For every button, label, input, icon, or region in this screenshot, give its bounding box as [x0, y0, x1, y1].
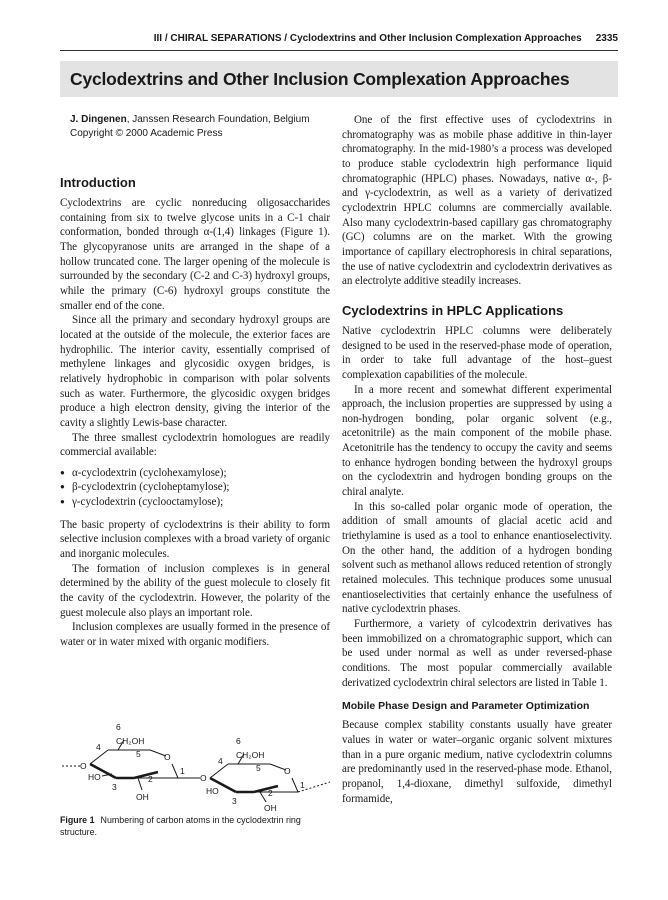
ch2oh-label: CH₂OH — [116, 736, 145, 746]
carbon-label: 4 — [218, 756, 223, 766]
carbon-label: 5 — [256, 763, 261, 773]
oh-label: OH — [264, 803, 277, 812]
article-title: Cyclodextrins and Other Inclusion Complexation Approaches — [70, 68, 570, 89]
cyclodextrin-list — [60, 466, 330, 510]
figure-caption-text: Numbering of carbon atoms in the cyclodextrin ring structure. — [60, 815, 301, 837]
ring-bond — [292, 778, 298, 792]
paragraph: In a more recent and somewhat different experimental approach, the inclusion properties are suppressed by using a non-hydrogen bonding, polar organic solvent (e.g., acetonitrile) as the main component of the mobile phase. Acetonitrile has the tendency to occupy the cavity and seems to enhance hydrogen bonding between the hydroxyl groups on the cyclodextrin and hydrogen bonding groups on the chiral analyte. — [342, 383, 612, 499]
paragraph: Cyclodextrins are cyclic nonreducing oligosaccharides containing from six to twelve glycose units in a C-1 chair conformation, bonded through α-(1,4) linkages (Figure 1). The glycopyranose units are arranged in the shape of a hollow truncated cone. The larger opening of the molecule is surrounded by the secondary (C-2 and C-3) hydroxyl groups, while the primary (C-6) hydroxyl groups constitute the smaller end of the cone. — [60, 197, 330, 312]
ring-bond — [210, 764, 228, 778]
author-name: J. Dingenen — [70, 114, 127, 125]
paragraph: Furthermore, a variety of cylcodextrin derivatives has been immobilized on a chromatographic support, which can be used under normal as well as under reversed-phase conditions. The most popular commercially available derivatized cyclodextrin chiral selectors are listed in Table 1. — [342, 618, 612, 689]
glycosidic-oxygen: O — [80, 761, 87, 771]
list-item: ● α-cyclodextrin (cyclohexamylose); — [60, 466, 330, 481]
figure-1-structure — [60, 720, 332, 812]
figure-label: Figure 1 — [60, 815, 95, 825]
paragraph: The formation of inclusion complexes is in general determined by the ability of the guest molecule to closely fit the cavity of the cyclodextrin. However, the polarity of the guest molecule also plays an important role. — [60, 562, 330, 619]
ring-bond — [172, 764, 178, 778]
paragraph: In this so-called polar organic mode of operation, the addition of small amounts of glacial acetic acid and triethylamine is used as a tool to enhance enantioselectivity. On the other hand, the addition of a hydrogen bonding solvent such as methanol allows reduced retention of strongly retained molecules. This technique produces some unusual enantioselectivities that certainly enhance the usefulness of native cyclodextrin phases. — [342, 500, 612, 616]
carbon-label: 1 — [300, 780, 305, 790]
ring-oxygen: O — [284, 766, 291, 776]
paragraph: Inclusion complexes are usually formed in the presence of water or in water mixed with organic modifiers. — [60, 621, 330, 649]
oh-bond — [138, 778, 142, 790]
paragraph: The basic property of cyclodextrins is their ability to form selective inclusion complexes with a broad variety of organic and inorganic molecules. — [60, 518, 330, 561]
carbon-label: 3 — [232, 796, 237, 806]
ring-bond-bold — [134, 772, 158, 778]
glycosidic-oxygen: O — [200, 773, 207, 783]
oh-label: OH — [136, 792, 149, 802]
author-affiliation: , Janssen Research Foundation, Belgium — [126, 114, 310, 125]
ch2oh-label: CH₂OH — [236, 750, 265, 760]
list-item: ● γ-cyclodextrin (cyclooctamylose); — [60, 495, 330, 510]
carbon-label: 5 — [136, 749, 141, 759]
paragraph: One of the first effective uses of cyclodextrins in chromatography was as mobile phase additive in thin-layer chromatography. In the mid-1980’s a process was developed to produce stable cyclodextrin high performance liquid chromatographic (HPLC) phases. Nowadays, native α-, β- and γ-cyclodextrin, as well as a variety of derivatized cyclodextrin HPLC columns are commercially available. Also many cyclodextrin-based capillary gas chromatography (GC) columns are on the market. With the growing importance of capillary electrophoresis in chiral separations, the use of native cyclodextrin and cyclodextrin derivatives as an electrolyte additive steadily increases. — [342, 114, 612, 288]
figure-caption — [60, 815, 332, 838]
running-head — [60, 33, 618, 44]
heading-hplc-applications: Cyclodextrins in HPLC Applications — [342, 302, 564, 318]
ring-bond — [90, 750, 108, 764]
paragraph: Since all the primary and secondary hydroxyl groups are located at the outside of the molecule, the exterior faces are hydrophilic. The interior cavity, essentially comprised of methylene linkages and glycosidic oxygen bridges, is relatively hydrophobic in comparison with polar solvents such as water. Furthermore, the glycosidic oxygen bridges produce a high electron density, giving the interior of the cavity a slightly Lewis-base character. — [60, 314, 330, 429]
list-item: ● β-cyclodextrin (cycloheptamylose); — [60, 480, 330, 495]
paragraph: Native cyclodextrin HPLC columns were deliberately designed to be used in the reserved-phase mode of operation, in order to take full advantage of the host–guest complexation capabilities of the molecule. — [342, 324, 612, 381]
right-column — [342, 113, 612, 806]
carbon-label: 1 — [180, 766, 185, 776]
carbon-label: 2 — [148, 774, 153, 784]
subheading-mobile-phase: Mobile Phase Design and Parameter Optimization — [342, 700, 590, 713]
page-number: 2335 — [595, 33, 618, 44]
copyright: Copyright © 2000 Academic Press — [70, 128, 223, 139]
ring-bond-bold — [254, 786, 278, 792]
carbon-label: 4 — [96, 742, 101, 752]
carbon-label: 2 — [268, 788, 273, 798]
oh-bond — [260, 792, 266, 802]
ho-label: HO — [88, 772, 101, 782]
carbon-label: 3 — [112, 782, 117, 792]
paragraph: The three smallest cyclodextrin homologues are readily commercial available: — [60, 431, 330, 459]
running-head-text: III / CHIRAL SEPARATIONS / Cyclodextrins and Other Inclusion Complexation Approaches — [153, 33, 582, 44]
ho-label: HO — [206, 786, 219, 796]
header-rule — [60, 50, 618, 51]
carbon-label: 6 — [236, 736, 241, 746]
title-band — [60, 61, 618, 97]
paragraph: Because complex stability constants usually have greater values in water or water–organic organic solvent mixtures than in a pure organic medium, native cyclodextrin columns are predominantly used in the reserved-phase mode. Ethanol, propanol, 1,4-dioxane, dimethyl sulfoxide, dimethyl formamide, — [342, 719, 612, 805]
carbon-label: 6 — [116, 722, 121, 732]
left-column — [60, 113, 330, 650]
ring-oxygen: O — [164, 752, 171, 762]
byline — [70, 113, 330, 127]
heading-introduction: Introduction — [60, 175, 136, 190]
